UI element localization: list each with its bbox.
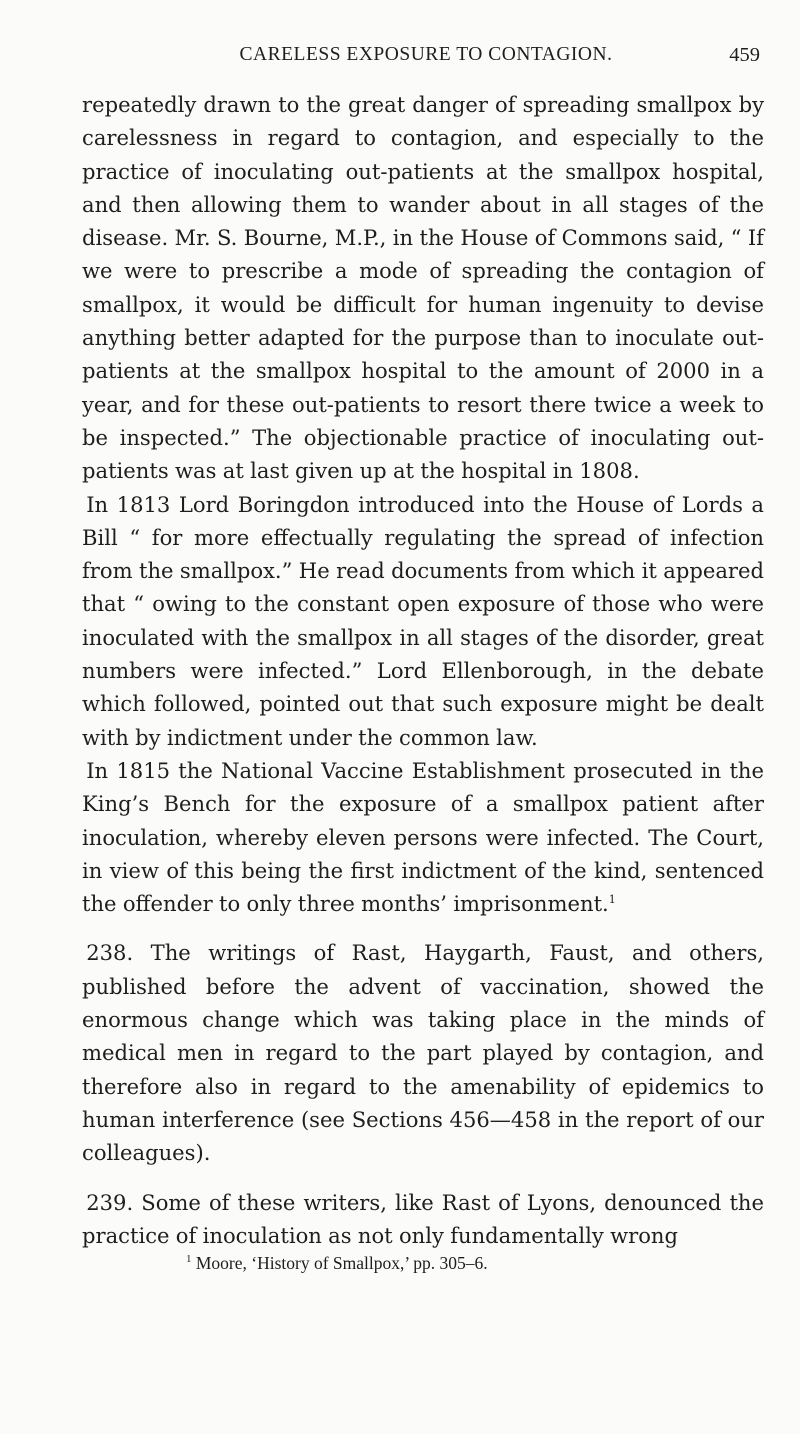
paragraph-boringdon-bill: In 1813 Lord Boringdon introduced into the House of Lords a Bill “ for more effectually regulating the spread of infection from the smallpox.” He read documents from which it appeared that “ owing to the constant open exposure of those who were inoculated with the smallpox in all stages of the disorder, great numbers were infected.” Lord Ellenborough, in the debate which followed, pointed out that such exposure might be dealt with by indictment under the common law. xyxy=(82,491,764,750)
running-header-title: CARELESS EXPOSURE TO CONTAGION. xyxy=(239,44,613,65)
running-header xyxy=(82,44,764,84)
section-238: 238. The writings of Rast, Haygarth, Faust, and others, published before the advent of vaccination, showed the enormous change which was taking place in the minds of medical men in regard to the part played by contagion, and therefore also in regard to the amenability of epidemics to human interference (see Sections 456—458 in the report of our colleagues). xyxy=(82,940,764,1166)
page-number: 459 xyxy=(729,44,760,66)
paragraph-vaccine-establishment-text: In 1815 the National Vaccine Establishment prosecuted in the King’s Bench for the exposure of a smallpox patient after inoculation, whereby eleven persons were infected. The Court, in view of this being the first indictment of the kind, sentenced the offender to only three months’ imprisonment. xyxy=(82,757,764,917)
section-239: 239. Some of these writers, like Rast of Lyons, denounced the practice of inoculation as not only fundamentally wrong xyxy=(82,1189,764,1248)
footnote-text: Moore, ‘History of Smallpox,’ pp. 305–6. xyxy=(195,1253,488,1274)
footnote-reference: 1 xyxy=(608,893,616,907)
footnote-marker: 1 xyxy=(186,1253,192,1266)
book-page xyxy=(0,44,800,1434)
paragraph-continued: repeatedly drawn to the great danger of spreading smallpox by carelessness in regard to contagion, and especially to the practice of inoculating out-patients at the smallpox hospital, and then allowing them to wander about in all stages of the disease. Mr. S. Bourne, M.P., in the House of Commons said, “ If we were to prescribe a mode of spreading the contagion of smallpox, it would be difficult for human ingenuity to devise anything better adapted for the purpose than to inoculate out-patients at the smallpox hospital to the amount of 2000 in a year, and for these out-patients to resort there twice a week to be inspected.” The objectionable practice of inoculating out-patients was at last given up at the hospital in 1808. xyxy=(82,92,764,484)
body-text xyxy=(82,88,764,1252)
footnote xyxy=(82,1252,764,1274)
paragraph-vaccine-establishment xyxy=(82,754,764,920)
